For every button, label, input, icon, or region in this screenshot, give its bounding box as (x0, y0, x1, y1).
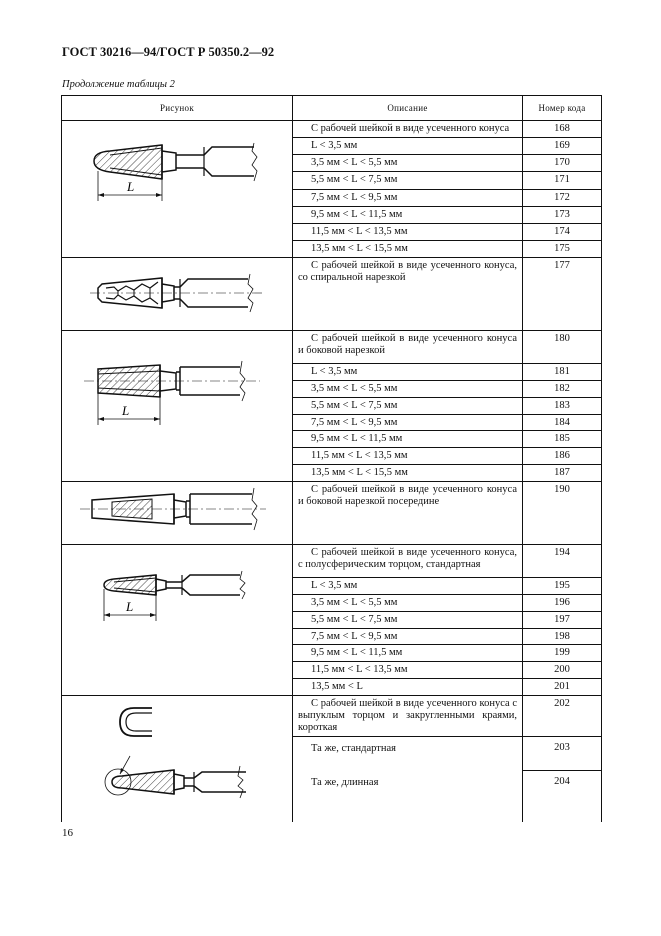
code-cell: 173 (523, 206, 602, 223)
bur-drawing-hemispherical (62, 545, 292, 695)
code-cell: 175 (523, 240, 602, 257)
code-cell: 172 (523, 189, 602, 206)
code-cell: 202 (523, 696, 602, 737)
description-cell: 11,5 мм < L < 13,5 мм (293, 448, 523, 465)
bur-code-table (61, 95, 602, 822)
table-row (62, 696, 602, 737)
description-cell: 13,5 мм < L (293, 679, 523, 696)
column-header-description: Описание (293, 96, 523, 121)
description-cell: 7,5 мм < L < 9,5 мм (293, 189, 523, 206)
bur-drawing-side-cut (62, 331, 292, 481)
description-cell: С рабочей шейкой в виде усеченного конуса, со спиральной нарезкой (293, 258, 523, 331)
description-cell: 13,5 мм < L < 15,5 мм (293, 465, 523, 482)
code-cell: 170 (523, 155, 602, 172)
description-cell: 11,5 мм < L < 13,5 мм (293, 223, 523, 240)
code-cell: 204 (523, 771, 602, 823)
code-cell: 198 (523, 628, 602, 645)
code-cell: 177 (523, 258, 602, 331)
table-continuation-caption: Продолжение таблицы 2 (62, 79, 175, 90)
code-cell: 203 (523, 737, 602, 771)
code-cell: 183 (523, 397, 602, 414)
description-cell: L < 3,5 мм (293, 578, 523, 595)
description-cell: 5,5 мм < L < 7,5 мм (293, 172, 523, 189)
description-cell: 7,5 мм < L < 9,5 мм (293, 414, 523, 431)
table-header-row (62, 96, 602, 121)
bur-drawing-spiral (62, 258, 292, 328)
dimension-label-l: L (122, 403, 130, 418)
code-cell: 169 (523, 138, 602, 155)
code-cell: 197 (523, 611, 602, 628)
code-cell: 171 (523, 172, 602, 189)
table-row (62, 545, 602, 578)
description-cell: 5,5 мм < L < 7,5 мм (293, 611, 523, 628)
code-cell: 195 (523, 578, 602, 595)
code-cell: 194 (523, 545, 602, 578)
description-cell: 9,5 мм < L < 11,5 мм (293, 645, 523, 662)
code-cell: 196 (523, 594, 602, 611)
code-cell: 200 (523, 662, 602, 679)
code-cell: 168 (523, 121, 602, 138)
column-header-figure: Рисунок (62, 96, 293, 121)
bur-drawing-convex-end (62, 696, 292, 814)
figure-cone-neck (62, 121, 293, 258)
code-cell: 184 (523, 414, 602, 431)
description-cell: 9,5 мм < L < 11,5 мм (293, 206, 523, 223)
code-cell: 187 (523, 465, 602, 482)
table-row (62, 331, 602, 364)
figure-spiral-cut (62, 258, 293, 331)
description-cell: С рабочей шейкой в виде усеченного конуса, с полусферическим торцом, стандартная (293, 545, 523, 578)
description-cell: С рабочей шейкой в виде усеченного конуса и боковой нарезкой (293, 331, 523, 364)
table-row (62, 258, 602, 331)
description-cell: С рабочей шейкой в виде усеченного конуса и боковой нарезкой посередине (293, 482, 523, 545)
figure-side-cut-middle (62, 482, 293, 545)
description-cell: С рабочей шейкой в виде усеченного конуса (293, 121, 523, 138)
code-cell: 186 (523, 448, 602, 465)
description-cell: 3,5 мм < L < 5,5 мм (293, 155, 523, 172)
description-cell: Та же, длинная (293, 771, 523, 823)
dimension-label-l: L (127, 179, 135, 194)
table-row (62, 121, 602, 138)
code-cell: 199 (523, 645, 602, 662)
code-cell: 174 (523, 223, 602, 240)
code-cell: 182 (523, 380, 602, 397)
description-cell: Та же, стандартная (293, 737, 523, 771)
figure-convex-end (62, 696, 293, 823)
description-cell: С рабочей шейкой в виде усеченного конуса с выпуклым торцом и закругленными краями, короткая (293, 696, 523, 737)
description-cell: 3,5 мм < L < 5,5 мм (293, 594, 523, 611)
description-cell: L < 3,5 мм (293, 364, 523, 381)
figure-hemispherical-end (62, 545, 293, 696)
document-title: ГОСТ 30216—94/ГОСТ Р 50350.2—92 (62, 45, 275, 59)
code-cell: 180 (523, 331, 602, 364)
dimension-label-l: L (126, 599, 134, 614)
description-cell: 13,5 мм < L < 15,5 мм (293, 240, 523, 257)
column-header-code: Номер кода (523, 96, 602, 121)
code-cell: 201 (523, 679, 602, 696)
bur-drawing-side-cut-middle (62, 482, 292, 542)
description-cell: 5,5 мм < L < 7,5 мм (293, 397, 523, 414)
description-cell: 7,5 мм < L < 9,5 мм (293, 628, 523, 645)
code-cell: 190 (523, 482, 602, 545)
description-cell: 11,5 мм < L < 13,5 мм (293, 662, 523, 679)
code-cell: 181 (523, 364, 602, 381)
bur-drawing-cone (62, 121, 292, 257)
description-cell: L < 3,5 мм (293, 138, 523, 155)
description-cell: 9,5 мм < L < 11,5 мм (293, 431, 523, 448)
page-number: 16 (62, 827, 73, 839)
table-row (62, 482, 602, 545)
figure-side-cut (62, 331, 293, 482)
description-cell: 3,5 мм < L < 5,5 мм (293, 380, 523, 397)
code-cell: 185 (523, 431, 602, 448)
